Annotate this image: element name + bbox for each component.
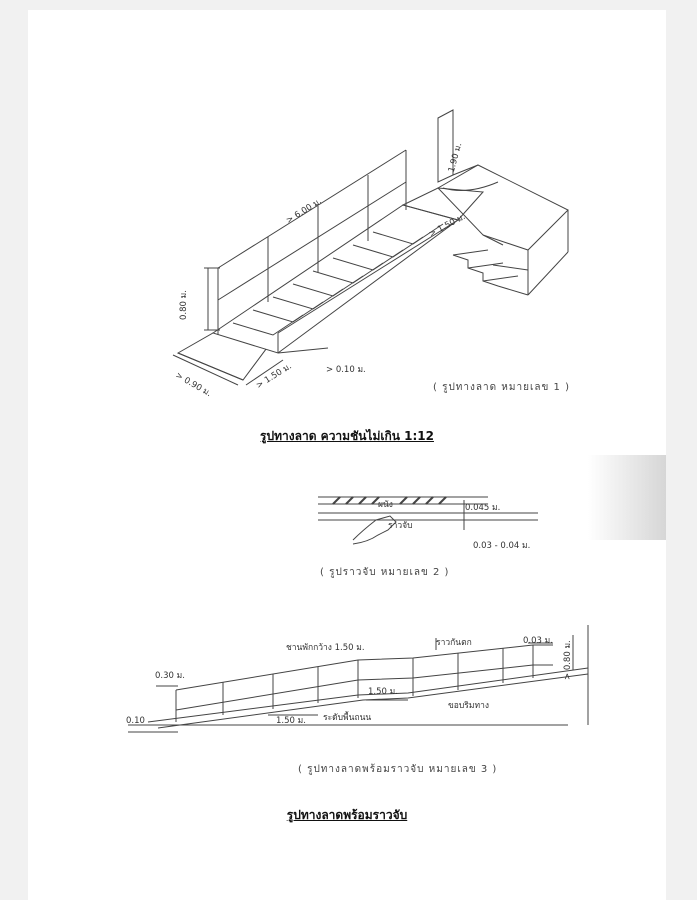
figure1-caption: ( รูปทางลาด หมายเลข 1 ) bbox=[433, 382, 570, 393]
curb-label: ขอบริมทาง bbox=[448, 701, 490, 711]
start-extension-label: 0.30 ม. bbox=[155, 671, 185, 681]
floor-level-label: ระดับพื้นถนน bbox=[323, 713, 372, 723]
diameter-label: 0.045 ม. bbox=[465, 503, 501, 513]
figure3-caption: ( รูปทางลาดพร้อมราวจับ หมายเลข 3 ) bbox=[298, 764, 498, 775]
door-width-label: 1.90 ม. bbox=[446, 141, 465, 174]
scan-shadow bbox=[588, 455, 666, 540]
rail-extension-label: 0.03 ม. bbox=[523, 636, 553, 646]
curb-height-label: 0.10 bbox=[126, 716, 145, 726]
height-dimension-label: 0.80 ม. bbox=[179, 290, 189, 320]
wall-label: ผนัง bbox=[378, 500, 393, 510]
landing-length-label: 1.50 ม. bbox=[368, 687, 398, 697]
top-landing-label: > 1.50 ม. bbox=[427, 211, 468, 240]
guard-rail-label: ราวกันตก bbox=[436, 638, 472, 648]
bottom-length-label: 1.50 ม. bbox=[276, 716, 306, 726]
figure3-title: รูปทางลาดพร้อมราวจับ bbox=[286, 808, 408, 822]
rail-height-label: > 0.80 ม. bbox=[563, 640, 573, 680]
length-dimension-label: > 6.00 ม. bbox=[284, 196, 324, 227]
bottom-width-label: > 0.90 ม. bbox=[173, 370, 213, 400]
handrail-label: ราวจับ bbox=[388, 521, 413, 531]
bottom-landing-label: > 1.50 ม. bbox=[254, 361, 294, 392]
gap-label: 0.03 - 0.04 ม. bbox=[473, 541, 531, 551]
figure2-caption: ( รูปราวจับ หมายเลข 2 ) bbox=[320, 567, 450, 578]
figure1-title: รูปทางลาด ความชันไม่เกิน 1:12 bbox=[260, 429, 434, 443]
landing-width-label: ชานพักกว้าง 1.50 ม. bbox=[286, 643, 365, 653]
document-page bbox=[28, 10, 666, 900]
edge-height-label: > 0.10 ม. bbox=[326, 365, 366, 375]
ramp-isometric-drawing bbox=[28, 10, 666, 410]
